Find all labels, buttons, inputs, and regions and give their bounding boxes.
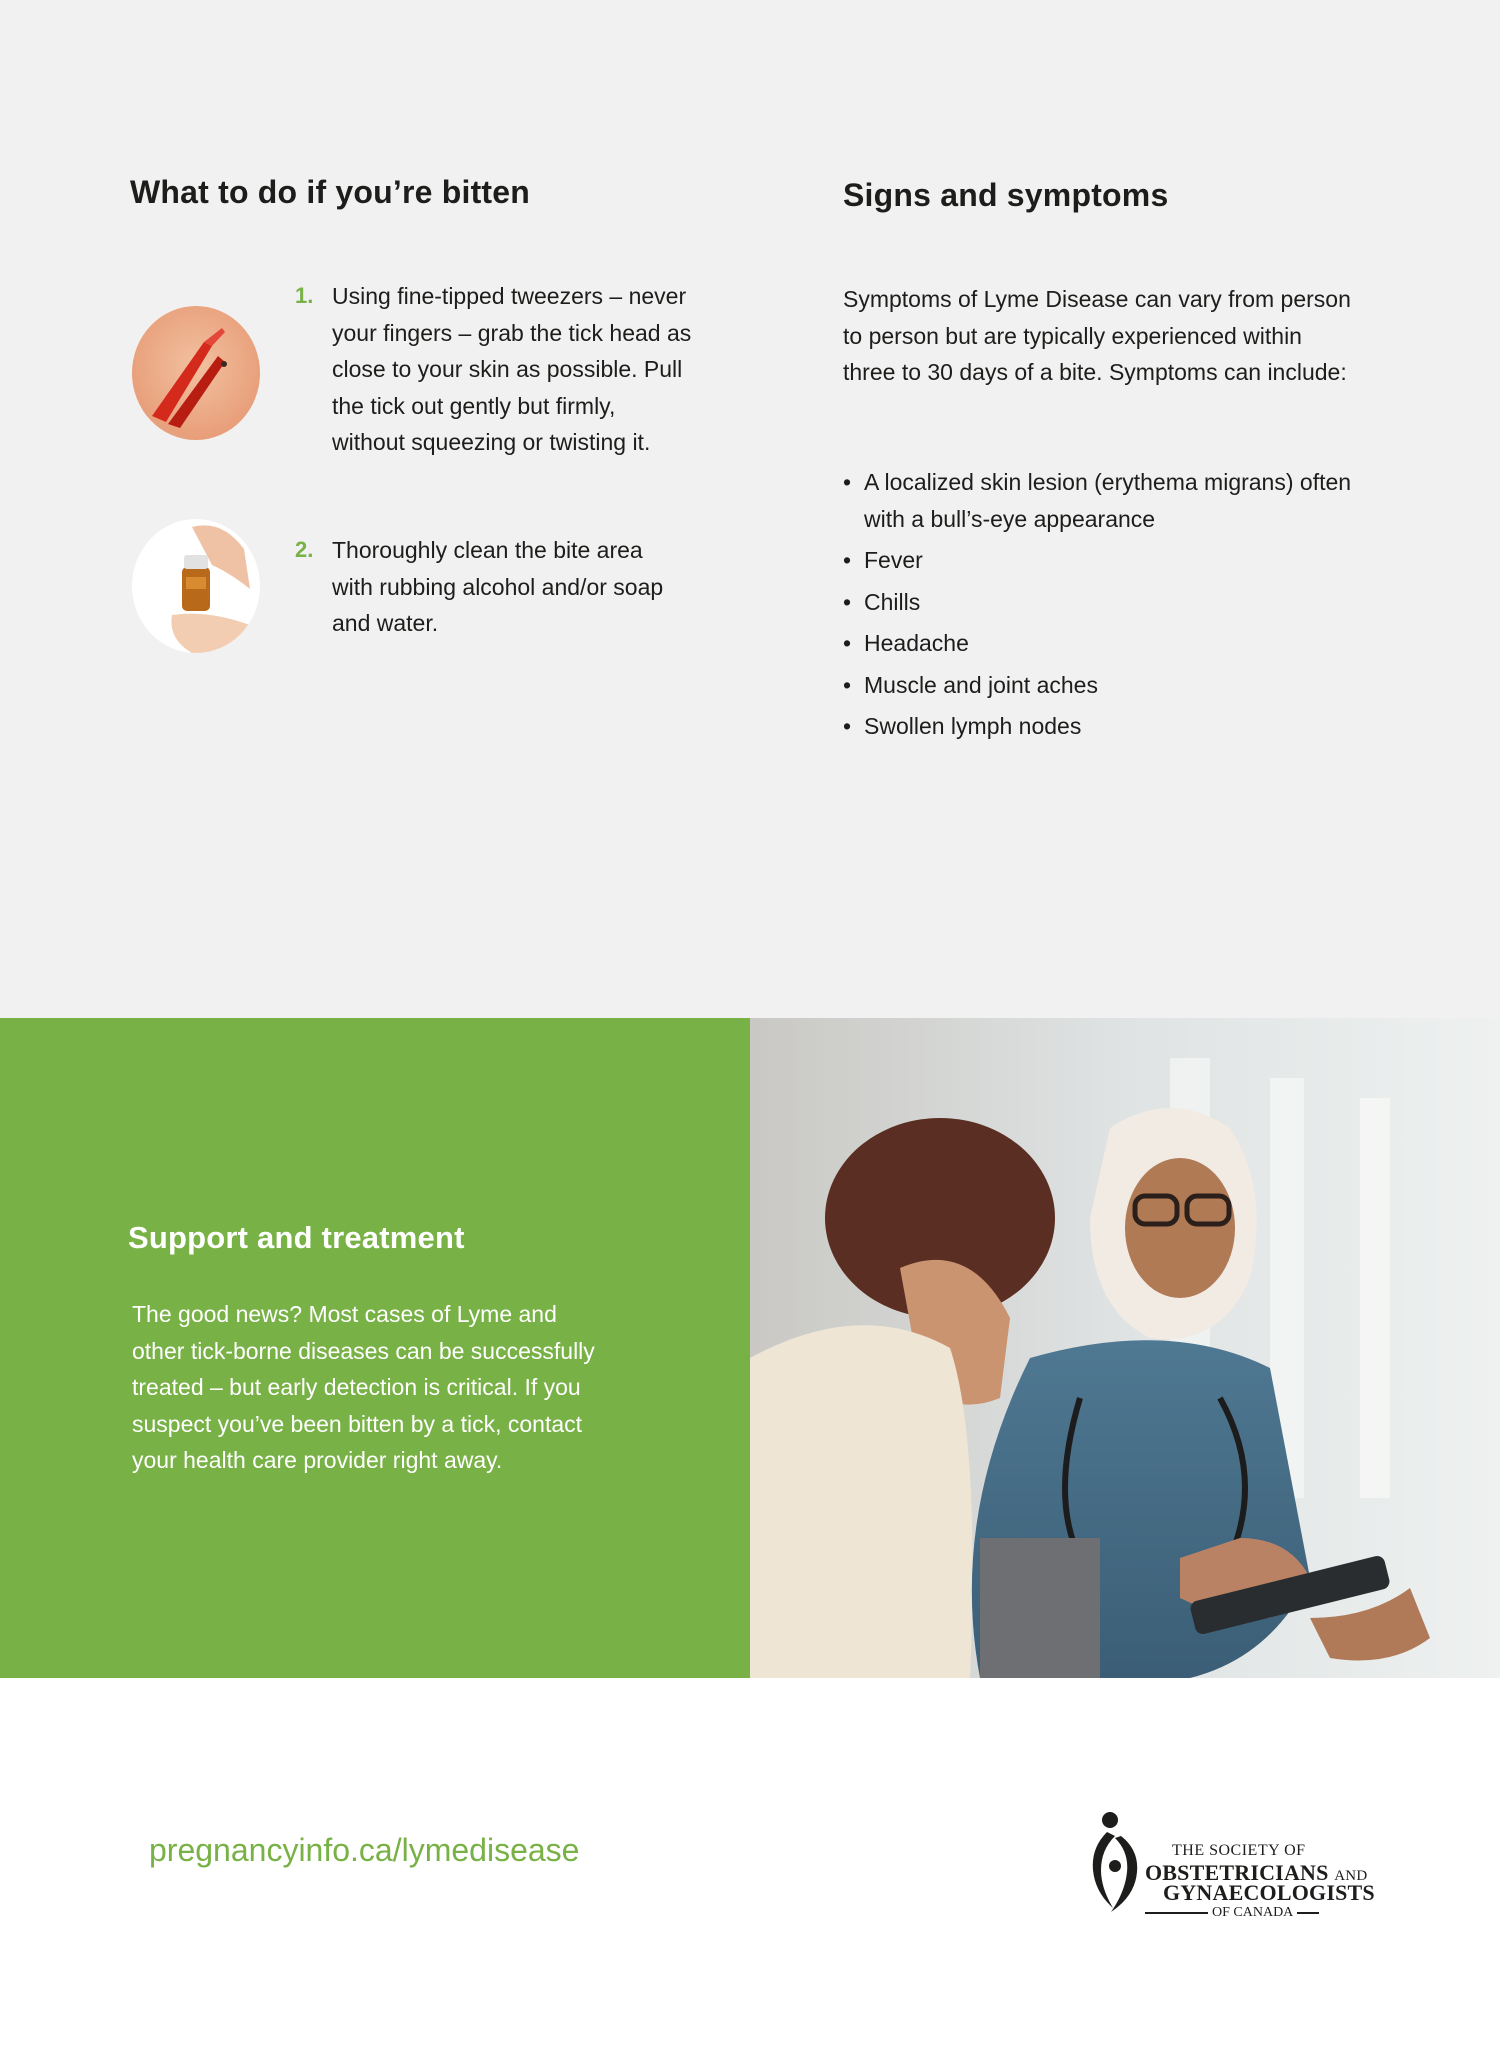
list-item [843,708,1363,745]
step-2-number: 2. [295,537,314,562]
logo-line-3: GYNAECOLOGISTS [1163,1880,1375,1905]
text-line: with rubbing alcohol and/or soap [332,573,664,600]
text-line: the tick out gently but firmly, [332,392,616,419]
sogc-logo [1085,1808,1375,1920]
text-line: Swollen lymph nodes [864,713,1082,739]
support-heading: Support and treatment [128,1220,465,1255]
bullet-icon: • [843,713,852,739]
step-1-text [332,278,732,461]
text-line: with a bull’s-eye appearance [864,505,1156,532]
text-line: A localized skin lesion (erythema migrans) often [864,469,1352,495]
text-line: Symptoms of Lyme Disease can vary from person [843,286,1351,312]
logo-word: OBSTETRICIANS [1145,1860,1329,1885]
symptoms-list [843,464,1363,750]
logo-line-4 [1141,1905,1323,1921]
sogc-mother-child-mark [1085,1808,1145,1913]
list-item [843,542,1363,579]
logo-line-1: THE SOCIETY OF [1172,1842,1306,1859]
support-text [132,1296,652,1479]
text-line: treated – but early detection is critical. If you [132,1374,581,1400]
logo-word-and: AND [1334,1868,1368,1884]
tweezers-photo [132,306,260,440]
text-line: without squeezing or twisting it. [332,429,651,455]
top-section [0,0,1500,1018]
support-panel [0,1018,750,1678]
text-line: and water. [332,610,439,636]
text-line: Thoroughly clean the bite area [332,537,643,563]
list-item [843,667,1363,704]
text-line: close to your skin as possible. Pull [332,356,683,382]
bullet-icon: • [843,588,852,615]
text-line: your health care provider right away. [132,1447,503,1473]
logo-rule [1145,1912,1208,1914]
bullet-icon: • [843,630,852,656]
text-line: your fingers – grab the tick head as [332,319,692,346]
text-line: suspect you’ve been bitten by a tick, contact [132,1410,583,1437]
bitten-heading: What to do if you’re bitten [130,174,531,210]
list-item [843,625,1363,662]
symptoms-heading: Signs and symptoms [843,177,1169,213]
text-line: three to 30 days of a bite. Symptoms can include: [843,359,1347,385]
text-line: other tick-borne diseases can be successfully [132,1337,595,1364]
logo-rule [1297,1912,1319,1914]
list-item [843,464,1363,537]
rubbing-alcohol-photo [132,519,260,653]
bullet-icon: • [843,469,852,495]
footer [0,1678,1500,2061]
text-line: The good news? Most cases of Lyme and [132,1301,557,1327]
list-item [843,584,1363,621]
text-line: Using fine-tipped tweezers – never [332,283,687,309]
step-2-text [332,532,732,642]
logo-word: OF CANADA [1212,1905,1294,1920]
bullet-icon: • [843,547,852,573]
nurse-with-patient-photo [750,1018,1500,1678]
text-line: Fever [864,547,923,573]
bullet-icon: • [843,671,852,698]
text-line: Chills [864,588,921,615]
text-line: to person but are typically experienced within [843,322,1302,349]
symptoms-intro [843,281,1403,391]
website-link[interactable]: pregnancyinfo.ca/lymedisease [149,1832,580,1868]
text-line: Headache [864,630,969,656]
step-1-number: 1. [295,283,314,308]
text-line: Muscle and joint aches [864,671,1098,698]
